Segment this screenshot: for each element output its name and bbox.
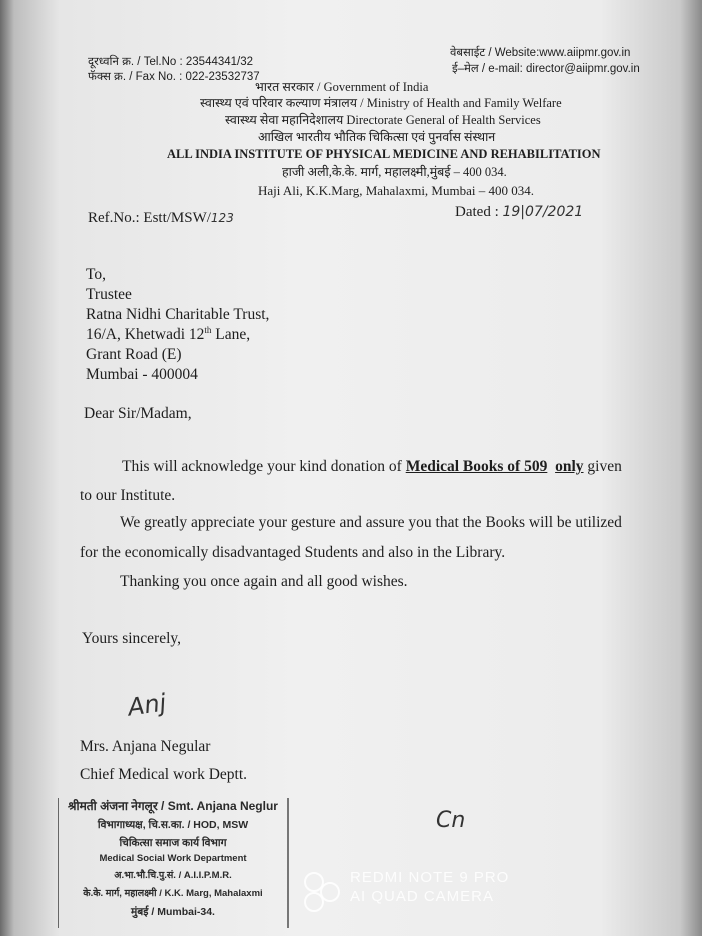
superscript: th xyxy=(204,324,212,335)
govt: भारत सरकार / Government of India xyxy=(255,80,429,94)
watermark-line: REDMI NOTE 9 PRO xyxy=(350,869,510,886)
ref-handwritten: 123 xyxy=(210,211,234,225)
paragraph-3: Thanking you once again and all good wishes. xyxy=(120,573,408,590)
watermark-text xyxy=(350,868,509,906)
institute-hindi: आखिल भारतीय भौतिक चिकित्सा एवं पुनर्वास संस्थान xyxy=(258,130,496,144)
address-text: Lane, xyxy=(211,326,251,343)
paragraph-1 xyxy=(122,458,622,476)
paragraph-2: We greatly appreciate your gesture and assure you that the Books will be utilized xyxy=(120,514,622,531)
stamp-line: के.के. मार्ग, महालक्ष्मी / K.K. Marg, Mahalaxmi xyxy=(83,888,263,899)
address: Haji Ali, K.K.Marg, Mahalaxmi, Mumbai – 400 034. xyxy=(258,183,534,198)
donation-detail: Medical Books of 509 xyxy=(405,458,548,475)
ministry: स्वास्थ्य एवं परिवार कल्याण मंत्रालय / Ministry of Health and Family Welfare xyxy=(200,96,562,110)
stamp-line: श्रीमती अंजना नेगलूर / Smt. Anjana Neglur xyxy=(68,799,278,813)
text: given xyxy=(583,458,622,475)
stamp-line: अ.भा.भौ.चि.पु.सं. / A.I.I.P.M.R. xyxy=(114,870,232,881)
date-value: 19|07/2021 xyxy=(502,204,584,220)
paragraph-1-line-2: to our Institute. xyxy=(80,487,176,504)
recipient-address xyxy=(86,265,269,385)
signatory-name: Mrs. Anjana Negular xyxy=(80,738,211,755)
reference-number xyxy=(88,210,234,227)
fax: फॅक्स क्र. / Fax No. : 022-23532737 xyxy=(88,71,260,83)
date-label: Dated : xyxy=(455,204,503,220)
stamp-line: मुंबई / Mumbai-34. xyxy=(131,906,215,918)
address-line: Trustee xyxy=(86,286,132,303)
stamp-line: विभागाध्यक्ष, चि.स.का. / HOD, MSW xyxy=(97,819,249,831)
address-line: Grant Road (E) xyxy=(86,346,182,363)
donation-only: only xyxy=(555,458,584,475)
stamp-line: Medical Social Work Department xyxy=(99,853,247,864)
address-text: 16/A, Khetwadi 12 xyxy=(86,326,205,343)
watermark-logo-icon xyxy=(320,882,340,902)
stamp-line: चिकित्सा समाज कार्य विभाग xyxy=(119,837,227,849)
address-line: To, xyxy=(86,266,107,283)
paragraph-2-line-2: for the economically disadvantaged Students and also in the Library. xyxy=(80,544,506,561)
website: वेबसाईट / Website:www.aiipmr.gov.in xyxy=(450,47,631,59)
handwritten-initials: Cn xyxy=(436,808,466,833)
watermark-line: AI QUAD CAMERA xyxy=(350,888,495,905)
institute-name: ALL INDIA INSTITUTE OF PHYSICAL MEDICINE AND REHABILITATION xyxy=(167,147,601,161)
directorate: स्वास्थ्य सेवा महानिदेशालय Directorate General of Health Services xyxy=(225,113,541,127)
date xyxy=(455,204,583,221)
address-line xyxy=(86,325,269,345)
signature: Anj xyxy=(126,688,168,722)
address-line: Mumbai - 400004 xyxy=(86,366,198,383)
address-line: Ratna Nidhi Charitable Trust, xyxy=(86,306,270,323)
text: This will acknowledge your kind donation of xyxy=(122,458,406,475)
signatory-title: Chief Medical work Deptt. xyxy=(80,766,248,783)
address-hindi: हाजी अली,के.के. मार्ग, महालक्ष्मी,मुंबई – 400 034. xyxy=(282,165,507,179)
salutation: Dear Sir/Madam, xyxy=(84,405,192,422)
closing: Yours sincerely, xyxy=(82,630,182,647)
email: ई–मेल / e-mail: director@aiipmr.gov.in xyxy=(452,63,640,75)
tel: दूरध्वनि क्र. / Tel.No : 23544341/32 xyxy=(88,56,254,68)
ref-label: Ref.No.: Estt/MSW/ xyxy=(88,210,211,226)
official-stamp xyxy=(58,798,289,928)
